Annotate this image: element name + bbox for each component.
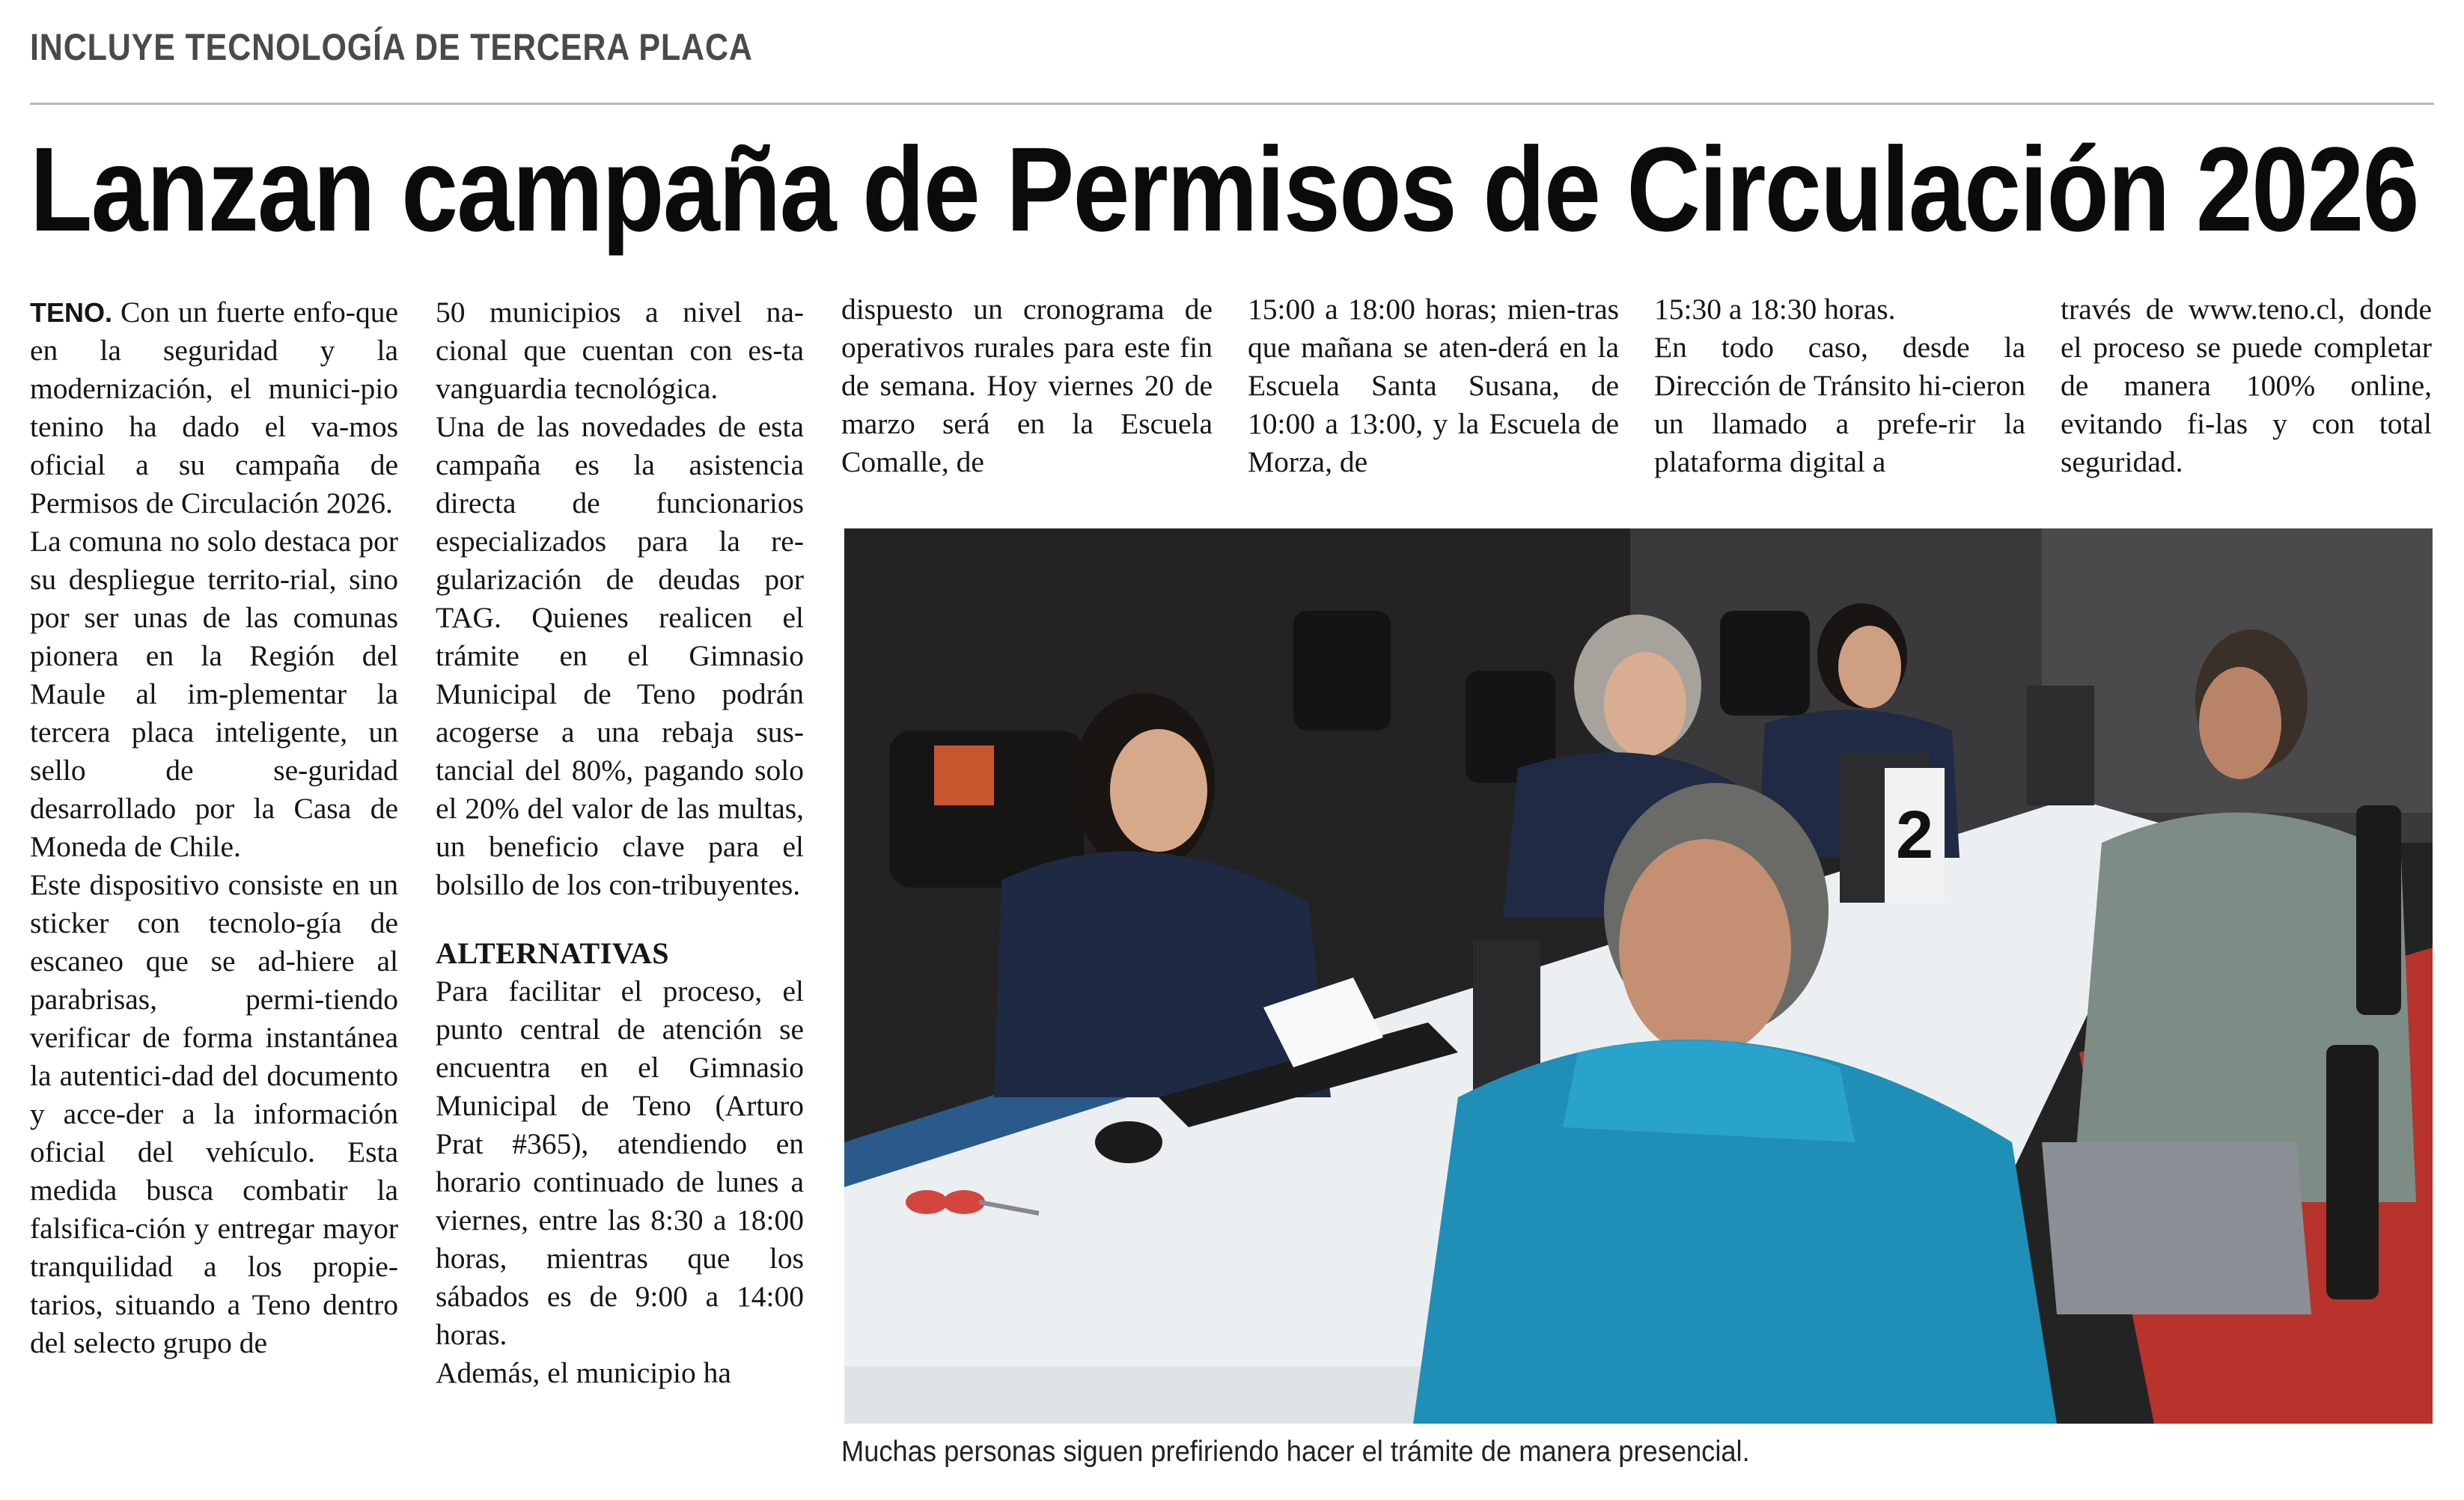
dateline: TENO. bbox=[30, 297, 113, 328]
news-photo bbox=[844, 528, 2433, 1424]
column-6 bbox=[2061, 290, 2432, 481]
column-2 bbox=[436, 293, 804, 1392]
column-1 bbox=[30, 293, 398, 1362]
subheading-alternativas: ALTERNATIVAS bbox=[436, 936, 670, 970]
section-rule bbox=[30, 103, 2434, 105]
column-4 bbox=[1248, 290, 1619, 481]
paragraph-1 bbox=[30, 293, 398, 522]
paragraph-10: 15:30 a 18:30 horas. bbox=[1654, 293, 1896, 326]
paragraph-2: La comuna no solo destaca por su despliegue territo-rial, sino por ser unas de las comunas pionera en la Región del Maule al im-plementar la tercera placa inteligente, un sello de se-guridad desarrollado por la Casa de Moneda de Chile. bbox=[30, 525, 398, 863]
paragraph-5: Una de las novedades de esta campaña es la asistencia directa de funcionarios especializados para la re-gularización de deudas por TAG. Quienes realicen el trámite en el Gimnasio Municipal de Teno podrán acogerse a una rebaja sus-tancial del 80%, pagando solo el 20% del valor de las multas, un beneficio clave para el bolsillo de los con-tribuyentes. bbox=[436, 410, 804, 901]
photo-caption: Muchas personas siguen prefiriendo hacer el trámite de manera presencial. bbox=[841, 1436, 1750, 1468]
paragraph-4: 50 municipios a nivel na-cional que cuentan con es-ta vanguardia tecnológica. bbox=[436, 296, 804, 405]
paragraph-9: 15:00 a 18:00 horas; mien-tras que mañana se aten-derá en la Escuela Santa Susana, de 10:00 a 13:00, y la Escuela de Morza, de bbox=[1248, 293, 1619, 478]
paragraph-11: En todo caso, desde la Dirección de Tránsito hi-cieron un llamado a prefe-rir la plataforma digital a bbox=[1654, 331, 2025, 478]
desk-number-sign: 2 bbox=[1895, 798, 1934, 873]
kicker: INCLUYE TECNOLOGÍA DE TERCERA PLACA bbox=[30, 26, 753, 68]
photo-illustration bbox=[844, 528, 2433, 1424]
column-5 bbox=[1654, 290, 2025, 481]
paragraph-6: Para facilitar el proceso, el punto central de atención se encuentra en el Gimnasio Municipal de Teno (Arturo Prat #365), atendiendo en horario continuado de lunes a viernes, entre las 8:30 a 18:00 horas, mientras que los sábados es de 9:00 a 14:00 horas. bbox=[436, 975, 804, 1351]
column-3 bbox=[841, 290, 1213, 481]
paragraph-7: Además, el municipio ha bbox=[436, 1356, 731, 1389]
headline: Lanzan campaña de Permisos de Circulación 2026 bbox=[30, 122, 2418, 256]
paragraph-8: dispuesto un cronograma de operativos rurales para este fin de semana. Hoy viernes 20 de marzo será en la Escuela Comalle, de bbox=[841, 293, 1213, 478]
paragraph-12: través de www.teno.cl, donde el proceso se puede completar de manera 100% online, evitando fi-las y con total seguridad. bbox=[2061, 293, 2432, 478]
paragraph-1-text: Con un fuerte enfo-que en la seguridad y la modernización, el munici-pio tenino ha dado el va-mos oficial a su campaña de Permisos de Circulación 2026. bbox=[30, 296, 398, 519]
paragraph-3: Este dispositivo consiste en un sticker con tecnolo-gía de escaneo que se ad-hiere al parabrisas, permi-tiendo verificar de forma instantánea la autentici-dad del documento y acce-der a la información oficial del vehículo. Esta medida busca combatir la falsifica-ción y entregar mayor tranquilidad a los propie-tarios, situando a Teno dentro del selecto grupo de bbox=[30, 868, 398, 1359]
